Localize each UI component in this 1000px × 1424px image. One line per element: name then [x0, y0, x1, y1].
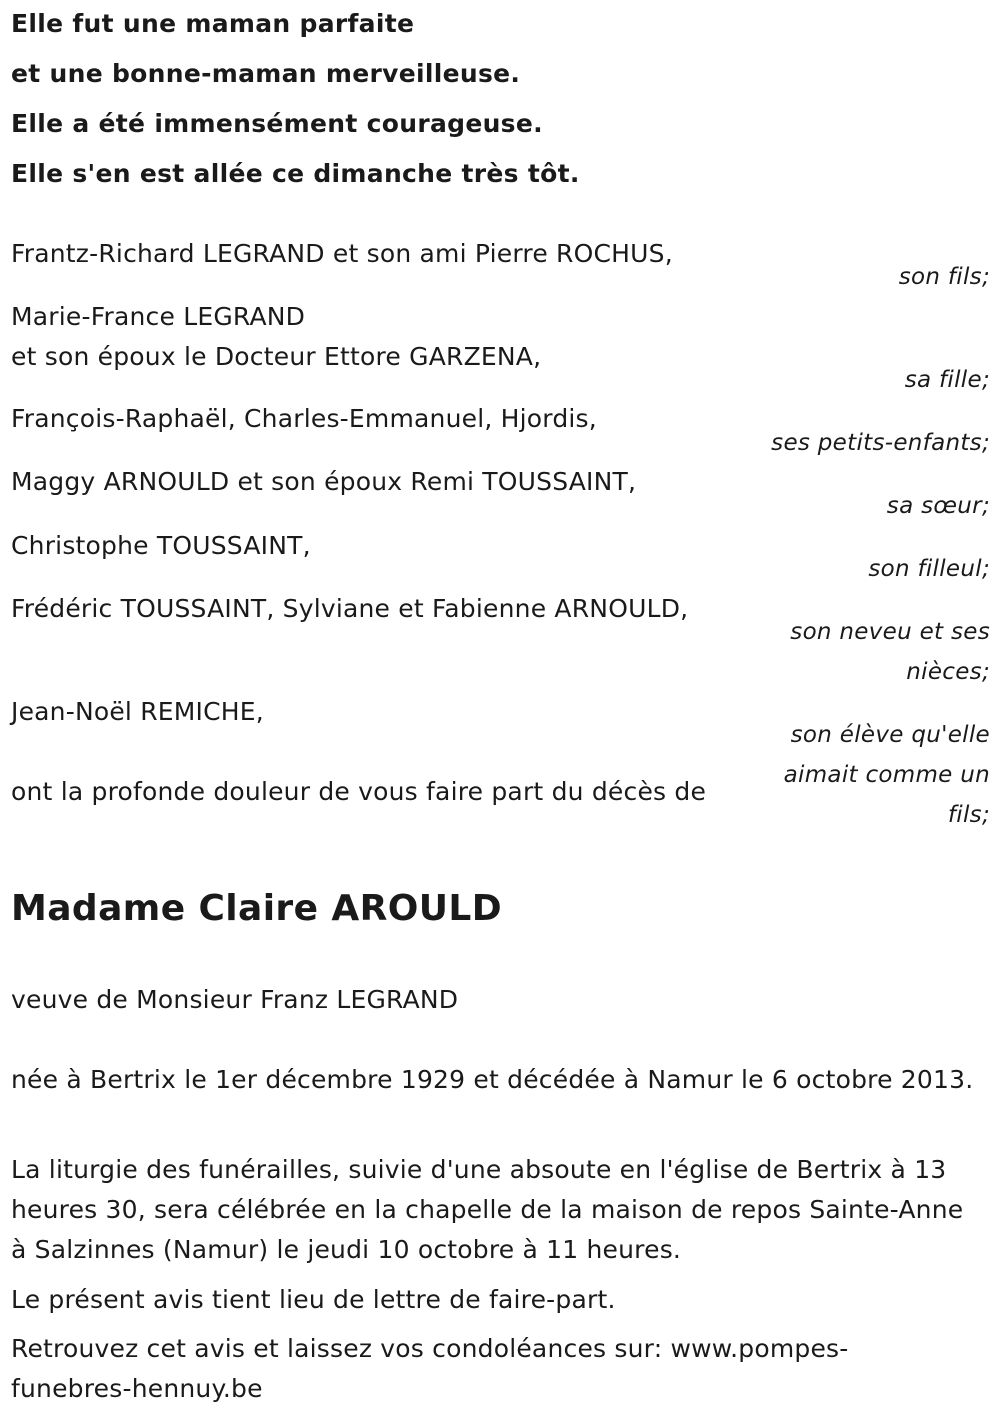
family-names-5: Christophe TOUSSAINT,	[11, 531, 311, 560]
intro-line-3: Elle a été immensément courageuse.	[11, 109, 543, 138]
family-names-2a: Marie-France LEGRAND	[11, 302, 306, 331]
widow-of-text: veuve de Monsieur Franz LEGRAND	[11, 985, 459, 1014]
family-names-7: Jean-Noël REMICHE,	[11, 697, 264, 726]
family-relation-2: sa fille;	[904, 367, 990, 393]
family-names-3: François-Raphaël, Charles-Emmanuel, Hjordis,	[11, 404, 597, 433]
condolences-text: Retrouvez cet avis et laissez vos condoléances sur: www.pompes-funebres-hennuy.be	[11, 1334, 849, 1403]
family-relation-1: son fils;	[898, 264, 990, 290]
family-names-4: Maggy ARNOULD et son époux Remi TOUSSAINT,	[11, 467, 637, 496]
family-relation-7c: fils;	[947, 802, 990, 828]
family-names-2b: et son époux le Docteur Ettore GARZENA,	[11, 342, 542, 371]
family-relation-6b: nièces;	[906, 659, 990, 685]
intro-line-2: et une bonne-maman merveilleuse.	[11, 59, 521, 88]
intro-line-1: Elle fut une maman parfaite	[11, 9, 415, 38]
announcement-text: ont la profonde douleur de vous faire part du décès de	[11, 777, 707, 806]
family-relation-7a: son élève qu'elle	[790, 722, 990, 748]
deceased-name: Madame Claire AROULD	[11, 888, 502, 929]
ceremony-text: La liturgie des funérailles, suivie d'une absoute en l'église de Bertrix à 13 heures 30, sera célébrée en la chapelle de la maison de repos Sainte-Anne à Salzinnes (Namur) le jeudi 10 octobre à 11 heures.	[11, 1155, 964, 1264]
family-relation-7b: aimait comme un	[783, 762, 990, 788]
notice-text: Le présent avis tient lieu de lettre de faire-part.	[11, 1285, 616, 1314]
family-relation-5: son filleul;	[868, 556, 990, 582]
family-names-6: Frédéric TOUSSAINT, Sylviane et Fabienne ARNOULD,	[11, 594, 689, 623]
family-relation-3: ses petits-enfants;	[771, 430, 990, 456]
family-names-1: Frantz-Richard LEGRAND et son ami Pierre ROCHUS,	[11, 239, 673, 268]
family-relation-4: sa sœur;	[886, 493, 990, 519]
birth-death-text: née à Bertrix le 1er décembre 1929 et décédée à Namur le 6 octobre 2013.	[11, 1065, 974, 1094]
family-relation-6a: son neveu et ses	[790, 619, 990, 645]
intro-line-4: Elle s'en est allée ce dimanche très tôt.	[11, 159, 580, 188]
